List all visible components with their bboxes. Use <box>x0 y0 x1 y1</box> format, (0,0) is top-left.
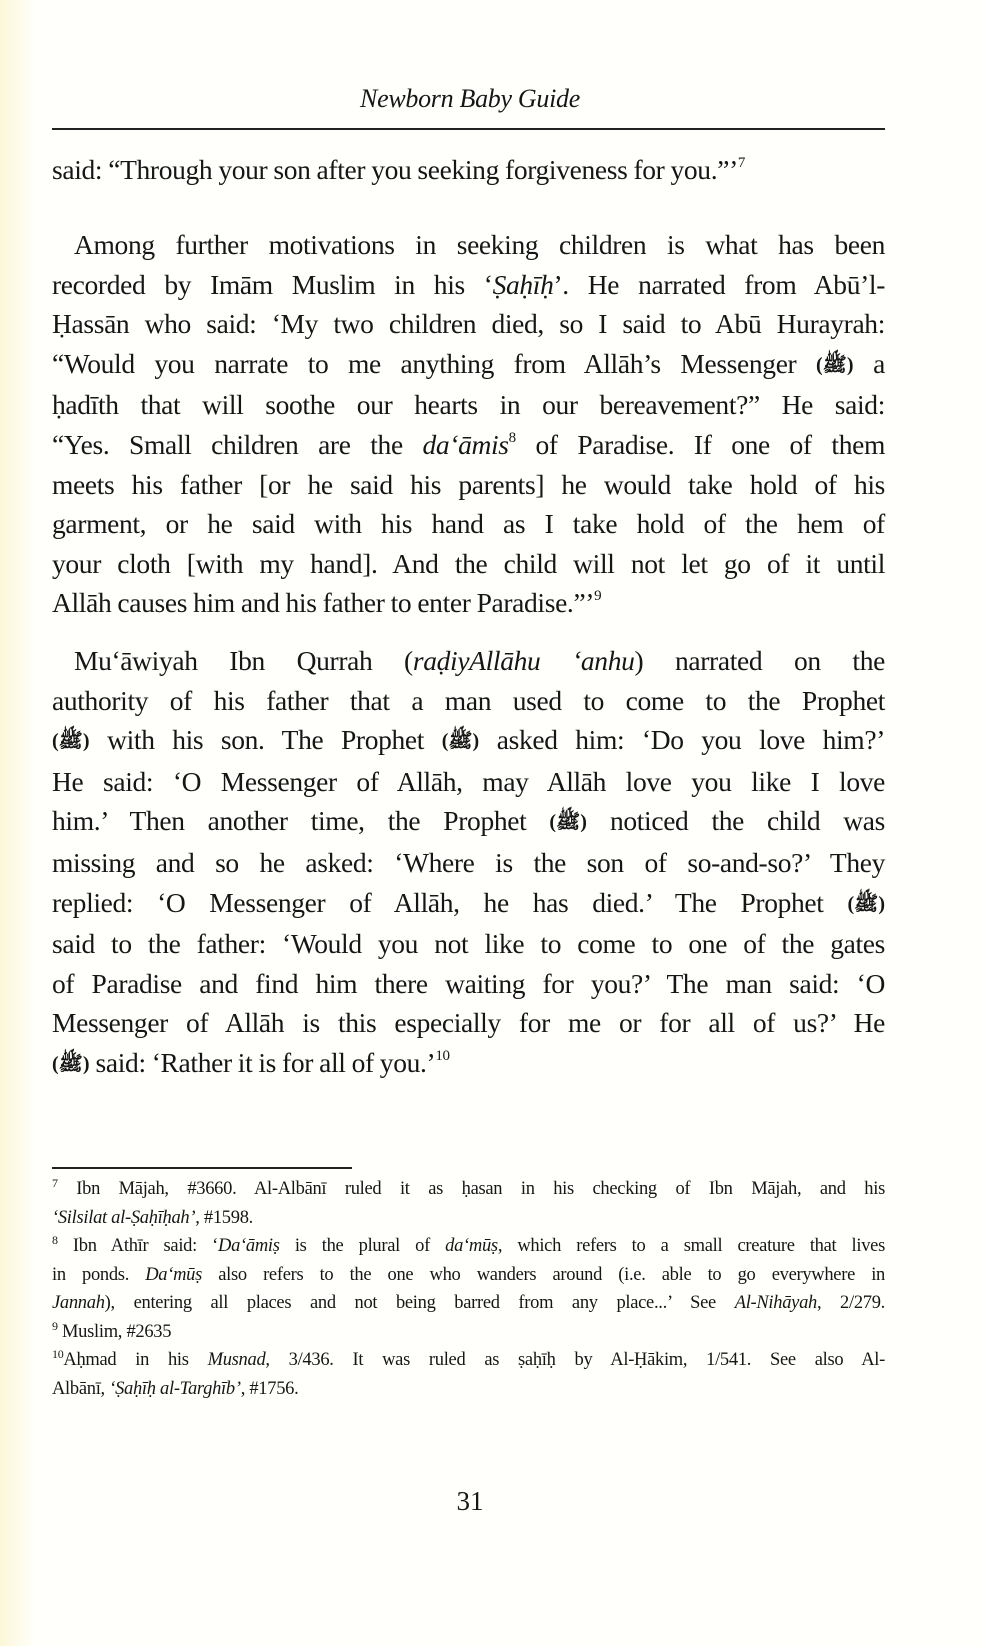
text-line: He said: ‘O Messenger of Allāh, may Allāh love you like I love <box>52 765 885 797</box>
footnote-9: $^9$ Muslim, #2635 <box>52 1318 172 1342</box>
footnote-ref-8[interactable]: 8 <box>508 429 516 446</box>
paragraph-abu-hassan <box>52 225 885 623</box>
footnote-number: 8 <box>52 1233 58 1247</box>
footnote-number: 9 <box>52 1318 58 1333</box>
text-line: Among further motivations in seeking children is what has been <box>74 229 885 260</box>
book-title: Ṣaḥīḥ <box>492 268 554 300</box>
text-line: (ﷺ) said: ‘Rather it is for all of you.’$^{10}$ <box>52 1043 885 1085</box>
text-line: replied: ‘O Messenger of Allāh, he has died.’ The Prophet (ﷺ) <box>52 883 885 925</box>
text-line: Messenger of Allāh is this especially for me or for all of us?’ He <box>52 1007 885 1039</box>
paragraph-muawiyah <box>52 641 885 1085</box>
footnote-10-cont: Albānī, ‘Ṣaḥīḥ al-Targhīb’, #1756. <box>52 1378 299 1399</box>
text-line: said to the father: ‘Would you not like to come to one of the gates <box>52 928 885 960</box>
text-line: authority of his father that a man used to come to the Prophet <box>52 684 885 716</box>
salawat-icon: (ﷺ) <box>52 730 90 753</box>
text-line: (ﷺ) with his son. The Prophet (ﷺ) asked him: ‘Do you love him?’ <box>52 720 885 762</box>
running-head: Newborn Baby Guide <box>360 84 580 113</box>
salawat-icon: (ﷺ) <box>52 1052 90 1075</box>
salawat-icon: (ﷺ) <box>549 811 587 834</box>
text-line: recorded by Imām Muslim in his ‘Ṣaḥīḥ’. He narrated from Abū’l- <box>52 268 886 300</box>
footnote-7: $^7$ Ibn Mājah, #3660. Al-Albānī ruled it as ḥasan in his checking of Ibn Mājah, and his <box>52 1176 885 1199</box>
text-line: “Yes. Small children are the da‘āmis$^8$ of Paradise. If one of them <box>52 428 885 460</box>
footnote-ref-7[interactable]: 7 <box>737 155 746 171</box>
header-rule <box>52 128 885 130</box>
footnotes <box>52 1175 885 1403</box>
text-line: Mu‘āwiyah Ibn Qurrah (raḍiyAllāhu ‘anhu) narrated on the <box>74 645 885 676</box>
footnote-8: $^8$ Ibn Athīr said: ‘Da‘āmiṣ is the plural of da‘mūṣ, which refers to a small creature that lives <box>52 1233 885 1256</box>
salawat-icon: (ﷺ) <box>847 892 885 915</box>
text-line: garment, or he said with his hand as I take hold of the hem of <box>52 508 885 540</box>
honorific-phrase: raḍiyAllāhu ‘anhu <box>412 645 635 676</box>
text-line: of Paradise and find him there waiting for you?’ The man said: ‘O <box>52 967 885 999</box>
footnote-8-cont: in ponds. Da‘mūṣ also refers to the one who wanders around (i.e. able to go everywhere in <box>52 1264 885 1285</box>
footnote-ref-9[interactable]: 9 <box>594 588 602 605</box>
text-line: him.’ Then another time, the Prophet (ﷺ) noticed the child was <box>52 801 885 843</box>
paragraph-continuation <box>52 150 885 190</box>
text-line: said: “Through your son after you seeking forgiveness for you.”’$^7$ <box>52 154 746 185</box>
footnote-number: 7 <box>52 1176 58 1190</box>
footnote-number: 10 <box>52 1347 64 1361</box>
text-line: your cloth [with my hand]. And the child will not let go of it until <box>52 547 885 579</box>
footnote-separator <box>52 1167 352 1169</box>
footnote-ref-10[interactable]: 10 <box>435 1047 450 1064</box>
text-line: Ḥassān who said: ‘My two children died, so I said to Abū Hurayrah: <box>52 308 885 340</box>
text-line: “Would you narrate to me anything from Allāh’s Messenger (ﷺ) a <box>52 344 885 386</box>
text-line: ḥadīth that will soothe our hearts in our bereavement?” He said: <box>52 389 885 421</box>
text-line: Allāh causes him and his father to enter Paradise.”’$^9$ <box>52 587 602 619</box>
footnote-8-cont: Jannah), entering all places and not being barred from any place...’ See Al-Nihāyah, 2/279. <box>52 1293 885 1313</box>
footnote-7-cont: ‘Silsilat al-Ṣaḥīḥah’, #1598. <box>52 1207 253 1228</box>
term-daamis: da‘āmis <box>422 428 509 460</box>
salawat-icon: (ﷺ) <box>815 353 854 376</box>
text-line: missing and so he asked: ‘Where is the son of so-and-so?’ They <box>52 846 885 878</box>
footnote-10: $^{10}$Aḥmad in his Musnad, 3/436. It was ruled as ṣaḥīḥ by Al-Ḥākim, 1/541. See also Al- <box>52 1347 885 1370</box>
text-line: meets his father [or he said his parents] he would take hold of his <box>52 468 885 500</box>
salawat-icon: (ﷺ) <box>441 730 480 753</box>
page-number: 31 <box>456 1486 484 1516</box>
